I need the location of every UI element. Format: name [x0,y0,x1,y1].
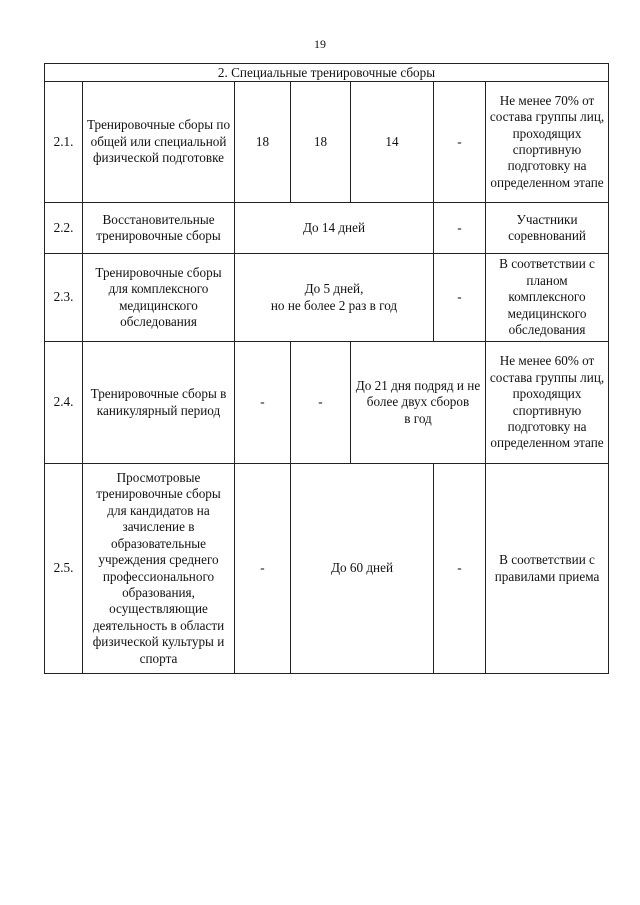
table-row [45,203,609,254]
page-number: 19 [314,37,326,51]
duration-line: в год [404,410,432,426]
camp-name: Просмотровые тренировочные сборы для кандидатов на зачисление в образовательные учреждения среднего профессионального образования, осуществляющие деятельность в области физической культуры и спорта [83,464,235,674]
row-number: 2.1. [45,82,83,203]
participants-note: Не менее 70% от состава группы лиц, проходящих спортивную подготовку на определенном этапе [486,82,609,203]
stage-value: - [434,203,486,254]
row-number: 2.4. [45,342,83,464]
duration-line: но не более 2 раз в год [270,297,398,313]
stage-value: 14 [351,82,434,203]
table-row [45,464,609,674]
duration-value [235,254,434,342]
table-row [45,342,609,464]
stage-value: 18 [291,82,351,203]
duration-line: До 5 дней, [304,281,364,297]
table-row [45,254,609,342]
camp-name: Тренировочные сборы по общей или специальной физической подготовке [83,82,235,203]
stage-value: - [291,342,351,464]
training-camps-table [44,63,609,674]
stage-value: 18 [235,82,291,203]
camp-name: Тренировочные сборы в каникулярный период [83,342,235,464]
camp-name: Восстановительные тренировочные сборы [83,203,235,254]
stage-value: - [434,254,486,342]
row-number: 2.5. [45,464,83,674]
duration-value [351,342,486,464]
row-number: 2.3. [45,254,83,342]
participants-note: Участники соревнований [486,203,609,254]
stage-value: - [434,82,486,203]
duration-value: До 60 дней [291,464,434,674]
camp-name: Тренировочные сборы для комплексного медицинского обследования [83,254,235,342]
stage-value: - [235,464,291,674]
duration-line: До 21 дня подряд и не более двух сборов [355,377,481,410]
participants-note: В соответствии с правилами приема [486,464,609,674]
participants-note: Не менее 60% от состава группы лиц, проходящих спортивную подготовку на определенном этапе [486,342,609,464]
row-number: 2.2. [45,203,83,254]
stage-value: - [434,464,486,674]
stage-value: - [235,342,291,464]
duration-value: До 14 дней [235,203,434,254]
section-title: 2. Специальные тренировочные сборы [45,64,609,82]
table-row [45,82,609,203]
participants-note: В соответствии с планом комплексного медицинского обследования [486,254,609,342]
